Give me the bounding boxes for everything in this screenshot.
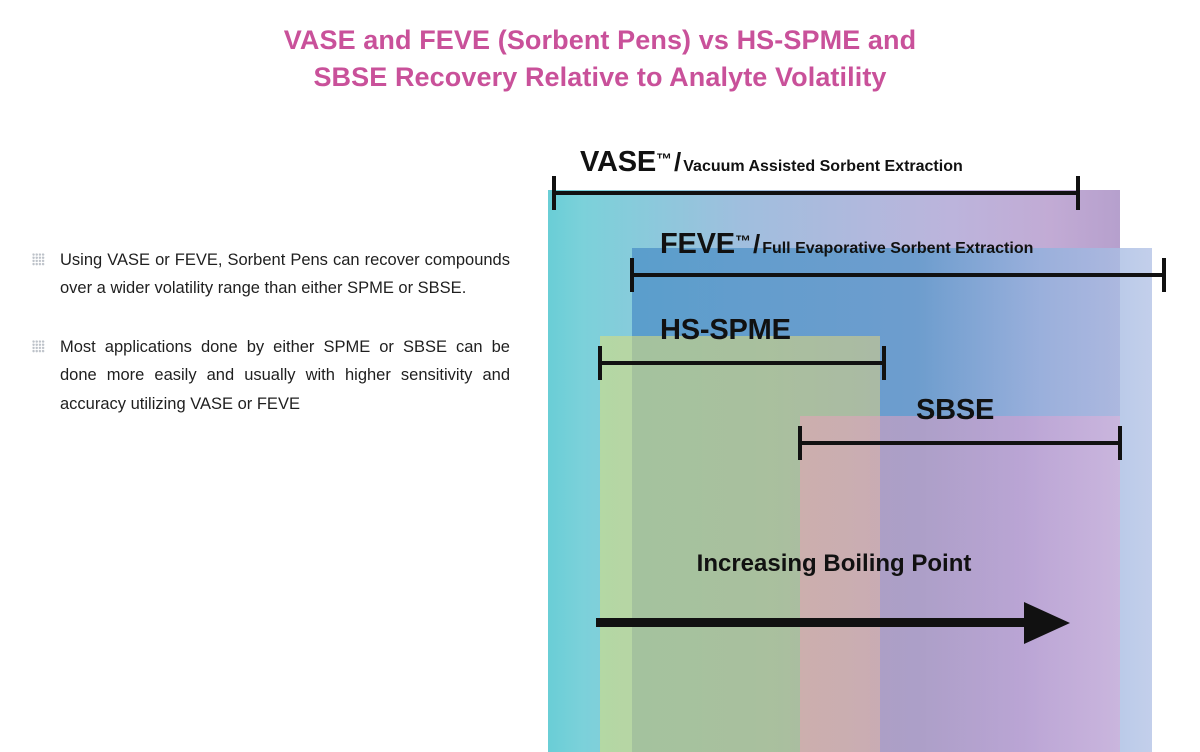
range-acronym-hs-spme: HS-SPME — [660, 314, 791, 346]
volatility-range-diagram — [548, 148, 1164, 648]
range-cap-right — [1118, 426, 1122, 460]
range-acronym-vase: VASE — [580, 146, 657, 178]
list-item-text: Using VASE or FEVE, Sorbent Pens can recover compounds over a wider volatility range than either SPME or SBSE. — [60, 251, 510, 298]
trademark-icon: ™ — [734, 233, 751, 251]
range-bar-vase — [552, 176, 1080, 210]
range-line — [598, 361, 886, 365]
band-sbse — [800, 416, 1120, 752]
arrow-head — [1024, 602, 1070, 644]
bullet-list — [18, 246, 510, 448]
list-item — [18, 246, 510, 303]
dotted-square-bullet-icon — [32, 340, 45, 353]
range-bar-sbse — [798, 426, 1122, 460]
range-label-sbse — [916, 396, 994, 425]
axis-label-boiling-point: Increasing Boiling Point — [696, 550, 972, 577]
page-title-line-1: VASE and FEVE (Sorbent Pens) vs HS-SPME and — [283, 25, 917, 55]
range-line — [798, 441, 1122, 445]
range-bar-feve — [630, 258, 1166, 292]
range-acronym-feve: FEVE — [660, 228, 735, 260]
range-separator: / — [752, 229, 761, 259]
range-cap-right — [1162, 258, 1166, 292]
dotted-square-bullet-icon — [32, 253, 45, 266]
range-acronym-sbse: SBSE — [916, 394, 995, 426]
range-bar-hs-spme — [598, 346, 886, 380]
range-expansion-feve: Full Evaporative Sorbent Extraction — [762, 240, 1034, 257]
arrow-shaft — [596, 618, 1036, 627]
page-title — [0, 22, 1200, 97]
range-line — [630, 273, 1166, 277]
trademark-icon: ™ — [656, 151, 673, 169]
range-label-vase — [580, 148, 963, 177]
range-separator: / — [674, 147, 682, 177]
right-arrow-icon — [596, 604, 1076, 642]
range-cap-right — [882, 346, 886, 380]
page-title-line-2: SBSE Recovery Relative to Analyte Volatility — [313, 62, 887, 93]
range-cap-right — [1076, 176, 1080, 210]
range-label-hs-spme — [660, 316, 791, 345]
list-item-text: Most applications done by either SPME or SBSE can be done more easily and usually with higher sensitivity and accuracy utilizing VASE or FEVE — [60, 337, 510, 413]
range-expansion-vase: Vacuum Assisted Sorbent Extraction — [683, 158, 963, 175]
range-line — [552, 191, 1080, 195]
range-label-feve — [660, 230, 1033, 259]
list-item — [18, 333, 510, 418]
